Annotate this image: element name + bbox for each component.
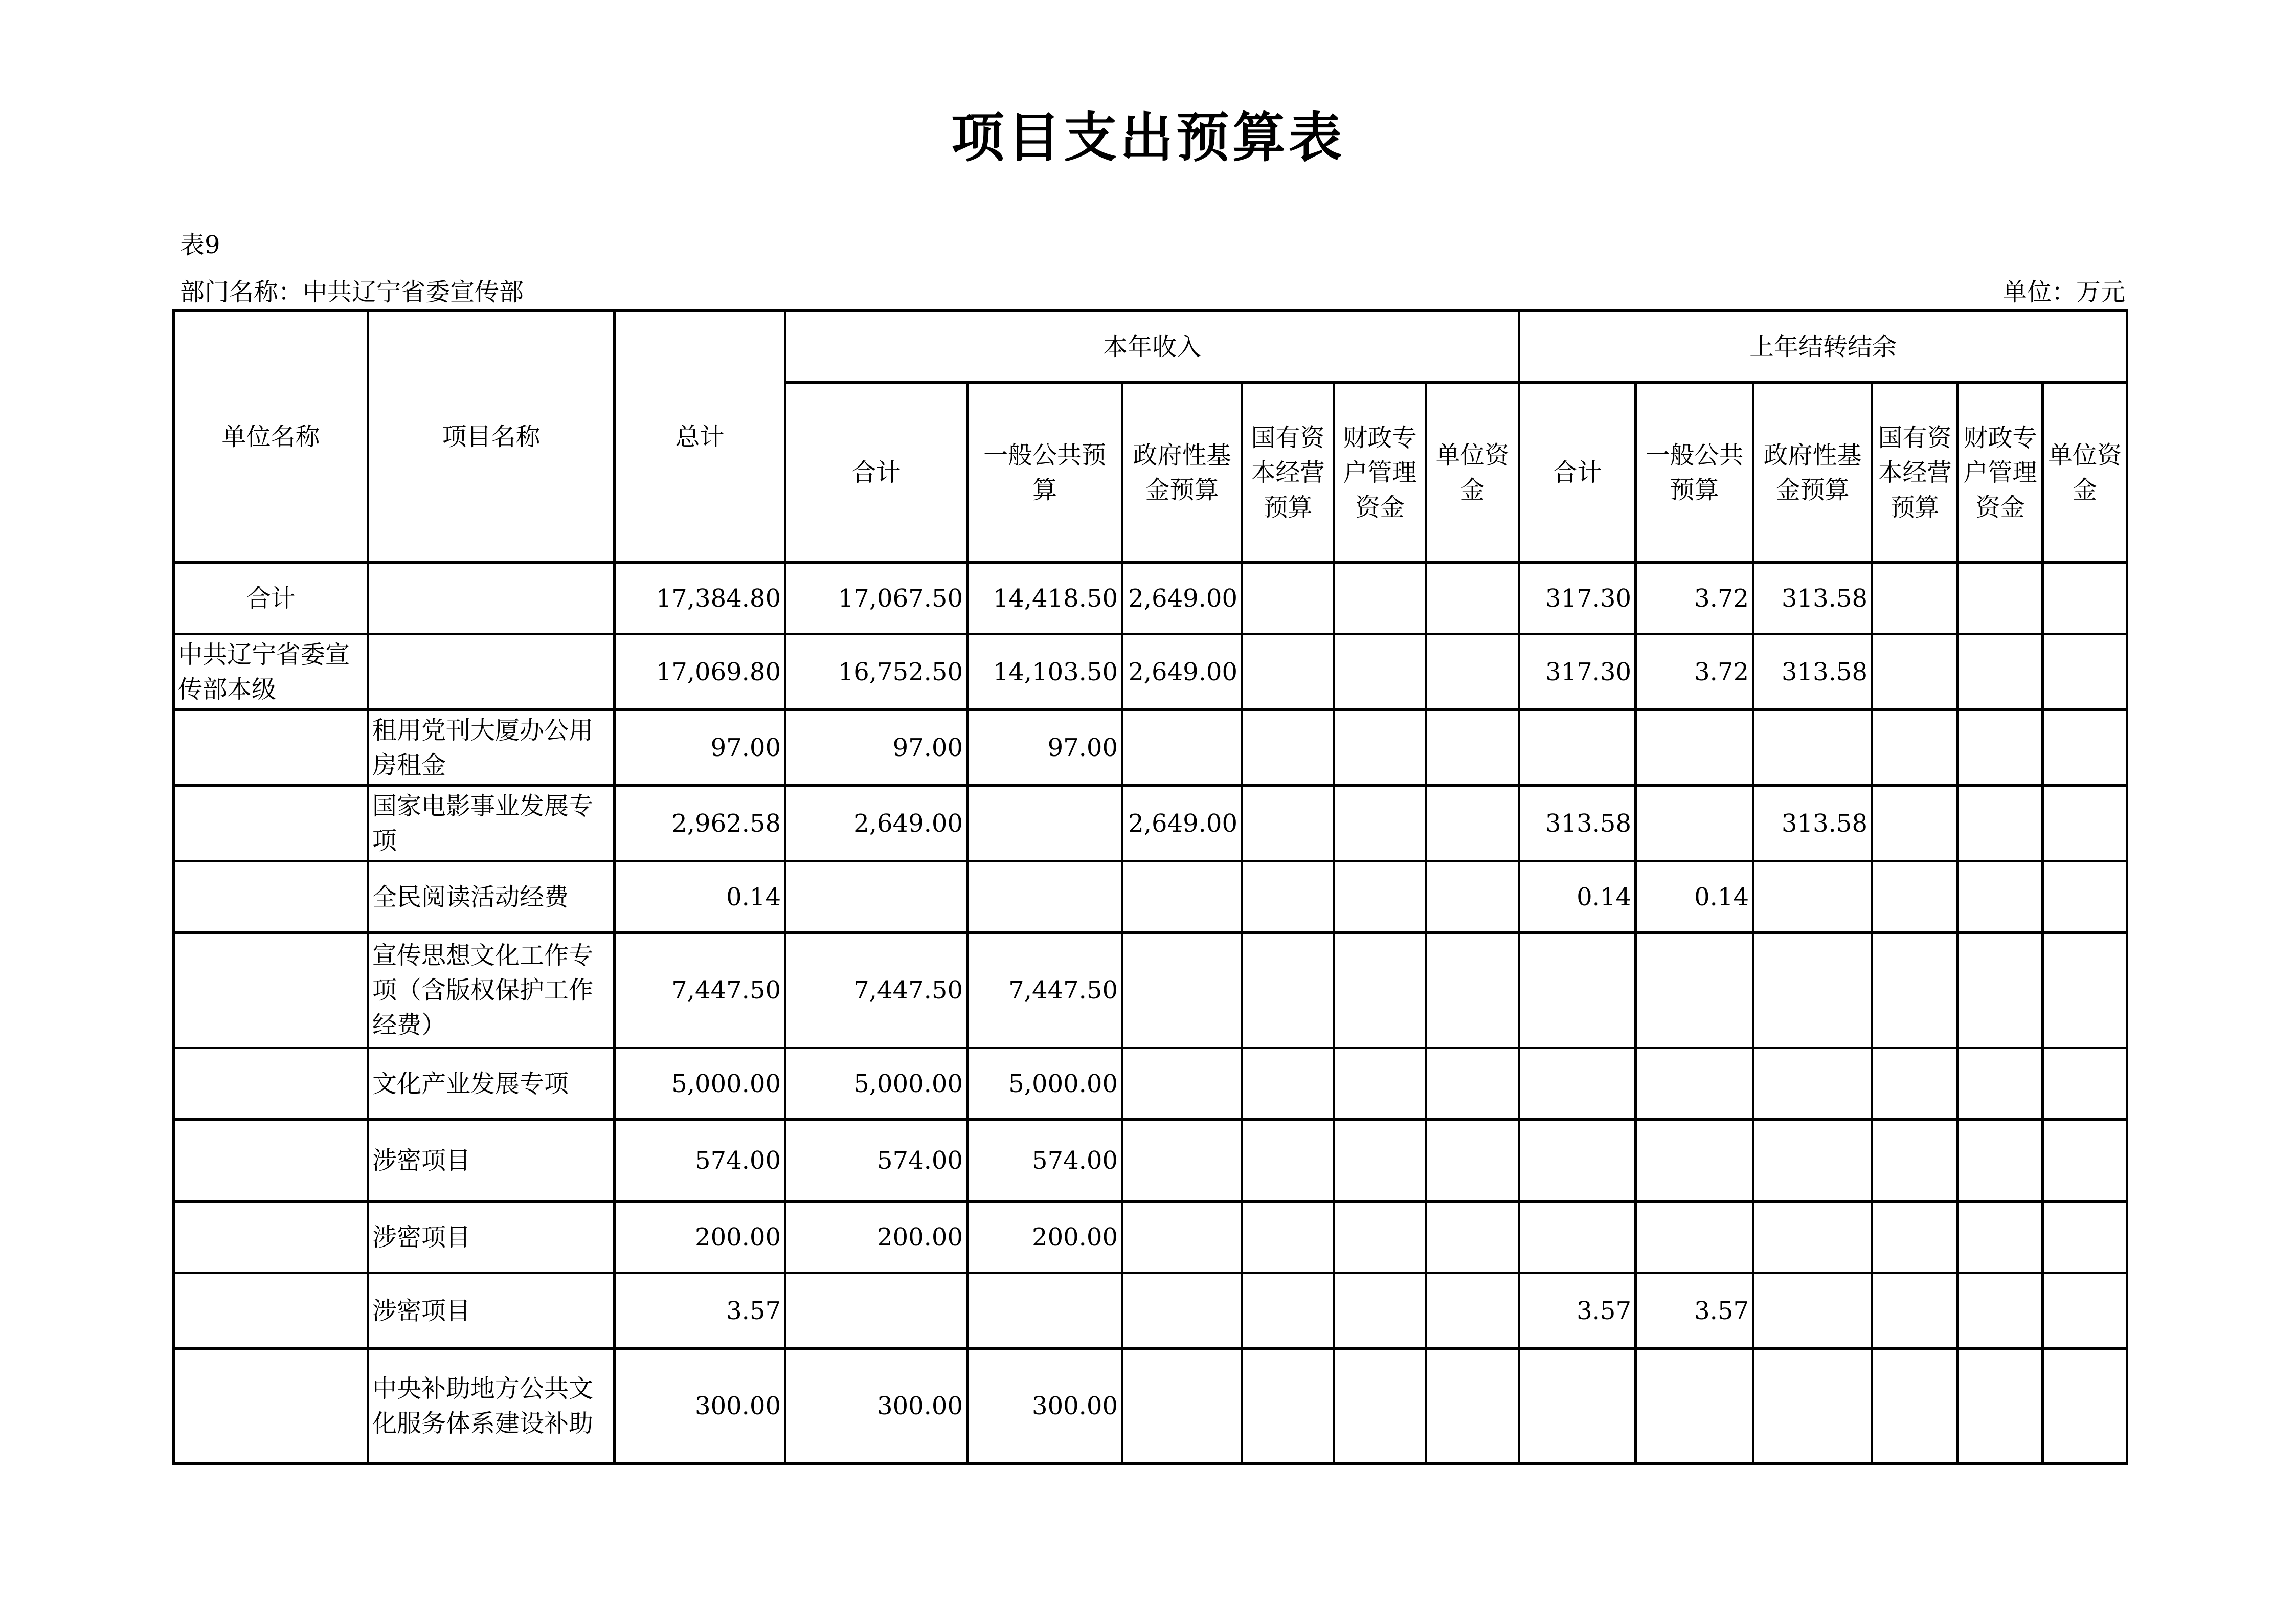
cell-co-fund [1753,861,1872,933]
cell-co-unit [2043,1120,2127,1202]
cell-total: 3.57 [615,1273,785,1349]
table-row [174,1202,2127,1273]
cell-co-unit [2043,563,2127,634]
department-name: 部门名称：中共辽宁省委宣传部 [180,278,524,306]
cell-project-name: 租用党刊大厦办公用房租金 [368,710,615,786]
table-row [174,1349,2127,1464]
cell-co-state [1872,786,1958,861]
cell-co-fund: 313.58 [1753,634,1872,710]
cell-project-name [368,563,615,634]
cell-unit-name [174,1273,368,1349]
cell-cur-unit [1426,1120,1519,1202]
cell-unit-name: 中共辽宁省委宣传部本级 [174,634,368,710]
cell-co-special [1958,1202,2043,1273]
table-row [174,1273,2127,1349]
cell-co-fund [1753,1120,1872,1202]
cell-cur-total: 5,000.00 [785,1048,967,1120]
header-cur-total: 合计 [785,383,967,563]
cell-cur-fund: 2,649.00 [1122,563,1242,634]
cell-cur-unit [1426,786,1519,861]
cell-total: 300.00 [615,1349,785,1464]
cell-cur-unit [1426,710,1519,786]
cell-co-total: 313.58 [1519,786,1636,861]
cell-co-unit [2043,861,2127,933]
cell-co-fund: 313.58 [1753,563,1872,634]
cell-total: 0.14 [615,861,785,933]
cell-co-fund [1753,1349,1872,1464]
cell-unit-name [174,861,368,933]
cell-cur-special [1334,1048,1426,1120]
cell-cur-fund [1122,710,1242,786]
cell-co-special [1958,710,2043,786]
cell-co-general: 3.72 [1636,634,1753,710]
header-co-general: 一般公共预算 [1636,383,1753,563]
cell-cur-special [1334,933,1426,1048]
cell-co-special [1958,1048,2043,1120]
cell-unit-name [174,1120,368,1202]
cell-co-unit [2043,710,2127,786]
cell-cur-general: 97.00 [967,710,1122,786]
cell-cur-total: 17,067.50 [785,563,967,634]
cell-total: 574.00 [615,1120,785,1202]
cell-cur-state [1242,710,1334,786]
table-row [174,1120,2127,1202]
header-cur-state: 国有资本经营预算 [1242,383,1334,563]
cell-co-unit [2043,786,2127,861]
header-current-year: 本年收入 [785,311,1519,383]
cell-project-name: 涉密项目 [368,1120,615,1202]
cell-co-fund [1753,1273,1872,1349]
cell-cur-unit [1426,563,1519,634]
cell-cur-general: 14,418.50 [967,563,1122,634]
cell-co-state [1872,933,1958,1048]
cell-co-general [1636,933,1753,1048]
cell-co-unit [2043,933,2127,1048]
cell-cur-general [967,861,1122,933]
cell-cur-special [1334,1120,1426,1202]
cell-cur-fund [1122,933,1242,1048]
header-total: 总计 [615,311,785,563]
cell-cur-unit [1426,634,1519,710]
cell-cur-general [967,786,1122,861]
cell-co-total [1519,1202,1636,1273]
cell-cur-unit [1426,1048,1519,1120]
table-row [174,634,2127,710]
cell-co-general [1636,1048,1753,1120]
header-project-name: 项目名称 [368,311,615,563]
cell-cur-state [1242,1202,1334,1273]
cell-unit-name [174,1048,368,1120]
cell-cur-state [1242,563,1334,634]
table-row [174,710,2127,786]
cell-cur-special [1334,861,1426,933]
cell-co-unit [2043,634,2127,710]
header-cur-general: 一般公共预算 [967,383,1122,563]
cell-co-general: 3.72 [1636,563,1753,634]
cell-cur-total: 574.00 [785,1120,967,1202]
cell-co-total [1519,1048,1636,1120]
table-row [174,933,2127,1048]
cell-co-total: 317.30 [1519,634,1636,710]
header-row-1 [174,311,2127,383]
table-row [174,1048,2127,1120]
cell-project-name: 涉密项目 [368,1273,615,1349]
cell-cur-fund [1122,1202,1242,1273]
cell-co-special [1958,786,2043,861]
cell-unit-name [174,1202,368,1273]
cell-co-state [1872,563,1958,634]
cell-cur-total [785,1273,967,1349]
cell-cur-state [1242,933,1334,1048]
cell-co-state [1872,1048,1958,1120]
cell-project-name: 宣传思想文化工作专项（含版权保护工作经费） [368,933,615,1048]
cell-cur-unit [1426,933,1519,1048]
header-unit-name: 单位名称 [174,311,368,563]
cell-co-general: 0.14 [1636,861,1753,933]
cell-cur-general: 7,447.50 [967,933,1122,1048]
table-row [174,563,2127,634]
cell-co-fund [1753,1048,1872,1120]
table-code: 表9 [180,231,220,259]
cell-cur-state [1242,1273,1334,1349]
cell-cur-state [1242,1048,1334,1120]
cell-cur-general [967,1273,1122,1349]
table-row [174,861,2127,933]
cell-co-state [1872,1120,1958,1202]
cell-co-fund [1753,1202,1872,1273]
cell-cur-total: 300.00 [785,1349,967,1464]
cell-cur-state [1242,861,1334,933]
cell-cur-fund: 2,649.00 [1122,786,1242,861]
cell-co-unit [2043,1273,2127,1349]
cell-co-general [1636,1202,1753,1273]
cell-co-general [1636,710,1753,786]
cell-co-state [1872,1273,1958,1349]
cell-cur-general: 200.00 [967,1202,1122,1273]
table-row [174,786,2127,861]
cell-unit-name: 合计 [174,563,368,634]
header-cur-fund: 政府性基金预算 [1122,383,1242,563]
unit-label: 单位：万元 [2002,278,2125,306]
cell-co-state [1872,1202,1958,1273]
cell-project-name: 涉密项目 [368,1202,615,1273]
cell-cur-state [1242,1349,1334,1464]
header-co-unit: 单位资金 [2043,383,2127,563]
cell-cur-fund: 2,649.00 [1122,634,1242,710]
cell-co-special [1958,634,2043,710]
cell-cur-special [1334,710,1426,786]
cell-cur-unit [1426,1273,1519,1349]
cell-co-special [1958,1120,2043,1202]
cell-co-state [1872,634,1958,710]
cell-total: 5,000.00 [615,1048,785,1120]
cell-cur-special [1334,786,1426,861]
cell-co-state [1872,1349,1958,1464]
header-co-total: 合计 [1519,383,1636,563]
cell-co-total [1519,710,1636,786]
cell-co-state [1872,710,1958,786]
header-cur-unit: 单位资金 [1426,383,1519,563]
cell-cur-unit [1426,1349,1519,1464]
cell-co-total [1519,1349,1636,1464]
cell-co-special [1958,861,2043,933]
header-co-special: 财政专户管理资金 [1958,383,2043,563]
cell-co-special [1958,1273,2043,1349]
cell-total: 7,447.50 [615,933,785,1048]
cell-co-fund [1753,933,1872,1048]
cell-co-state [1872,861,1958,933]
cell-co-fund [1753,710,1872,786]
cell-unit-name [174,1349,368,1464]
cell-cur-general: 574.00 [967,1120,1122,1202]
cell-cur-total: 16,752.50 [785,634,967,710]
cell-cur-fund [1122,861,1242,933]
cell-co-general [1636,1120,1753,1202]
cell-project-name: 国家电影事业发展专项 [368,786,615,861]
cell-co-special [1958,1349,2043,1464]
cell-cur-general: 300.00 [967,1349,1122,1464]
header-co-state: 国有资本经营预算 [1872,383,1958,563]
cell-cur-fund [1122,1120,1242,1202]
cell-co-total: 0.14 [1519,861,1636,933]
cell-co-unit [2043,1349,2127,1464]
cell-co-general: 3.57 [1636,1273,1753,1349]
budget-table [172,309,2128,1465]
cell-cur-unit [1426,1202,1519,1273]
page-title: 项目支出预算表 [951,106,1345,169]
cell-cur-state [1242,1120,1334,1202]
cell-total: 2,962.58 [615,786,785,861]
cell-co-total: 3.57 [1519,1273,1636,1349]
header-cur-special: 财政专户管理资金 [1334,383,1426,563]
cell-co-unit [2043,1202,2127,1273]
cell-cur-general: 5,000.00 [967,1048,1122,1120]
cell-cur-total [785,861,967,933]
cell-project-name: 全民阅读活动经费 [368,861,615,933]
cell-co-special [1958,933,2043,1048]
cell-total: 17,069.80 [615,634,785,710]
cell-cur-special [1334,563,1426,634]
cell-co-total [1519,1120,1636,1202]
cell-unit-name [174,710,368,786]
cell-cur-state [1242,634,1334,710]
cell-co-fund: 313.58 [1753,786,1872,861]
cell-total: 200.00 [615,1202,785,1273]
header-carryover: 上年结转结余 [1519,311,2127,383]
cell-unit-name [174,933,368,1048]
cell-cur-unit [1426,861,1519,933]
cell-cur-total: 200.00 [785,1202,967,1273]
cell-project-name: 文化产业发展专项 [368,1048,615,1120]
cell-co-unit [2043,1048,2127,1120]
header-co-fund: 政府性基金预算 [1753,383,1872,563]
cell-co-general [1636,1349,1753,1464]
cell-cur-special [1334,1202,1426,1273]
cell-co-special [1958,563,2043,634]
cell-cur-special [1334,1349,1426,1464]
cell-cur-special [1334,1273,1426,1349]
cell-co-total [1519,933,1636,1048]
cell-unit-name [174,786,368,861]
cell-cur-total: 97.00 [785,710,967,786]
cell-cur-total: 7,447.50 [785,933,967,1048]
cell-co-general [1636,786,1753,861]
cell-cur-total: 2,649.00 [785,786,967,861]
cell-cur-state [1242,786,1334,861]
cell-project-name [368,634,615,710]
cell-co-total: 317.30 [1519,563,1636,634]
cell-cur-fund [1122,1048,1242,1120]
cell-project-name: 中央补助地方公共文化服务体系建设补助 [368,1349,615,1464]
cell-cur-special [1334,634,1426,710]
cell-total: 97.00 [615,710,785,786]
cell-total: 17,384.80 [615,563,785,634]
cell-cur-fund [1122,1349,1242,1464]
cell-cur-fund [1122,1273,1242,1349]
cell-cur-general: 14,103.50 [967,634,1122,710]
